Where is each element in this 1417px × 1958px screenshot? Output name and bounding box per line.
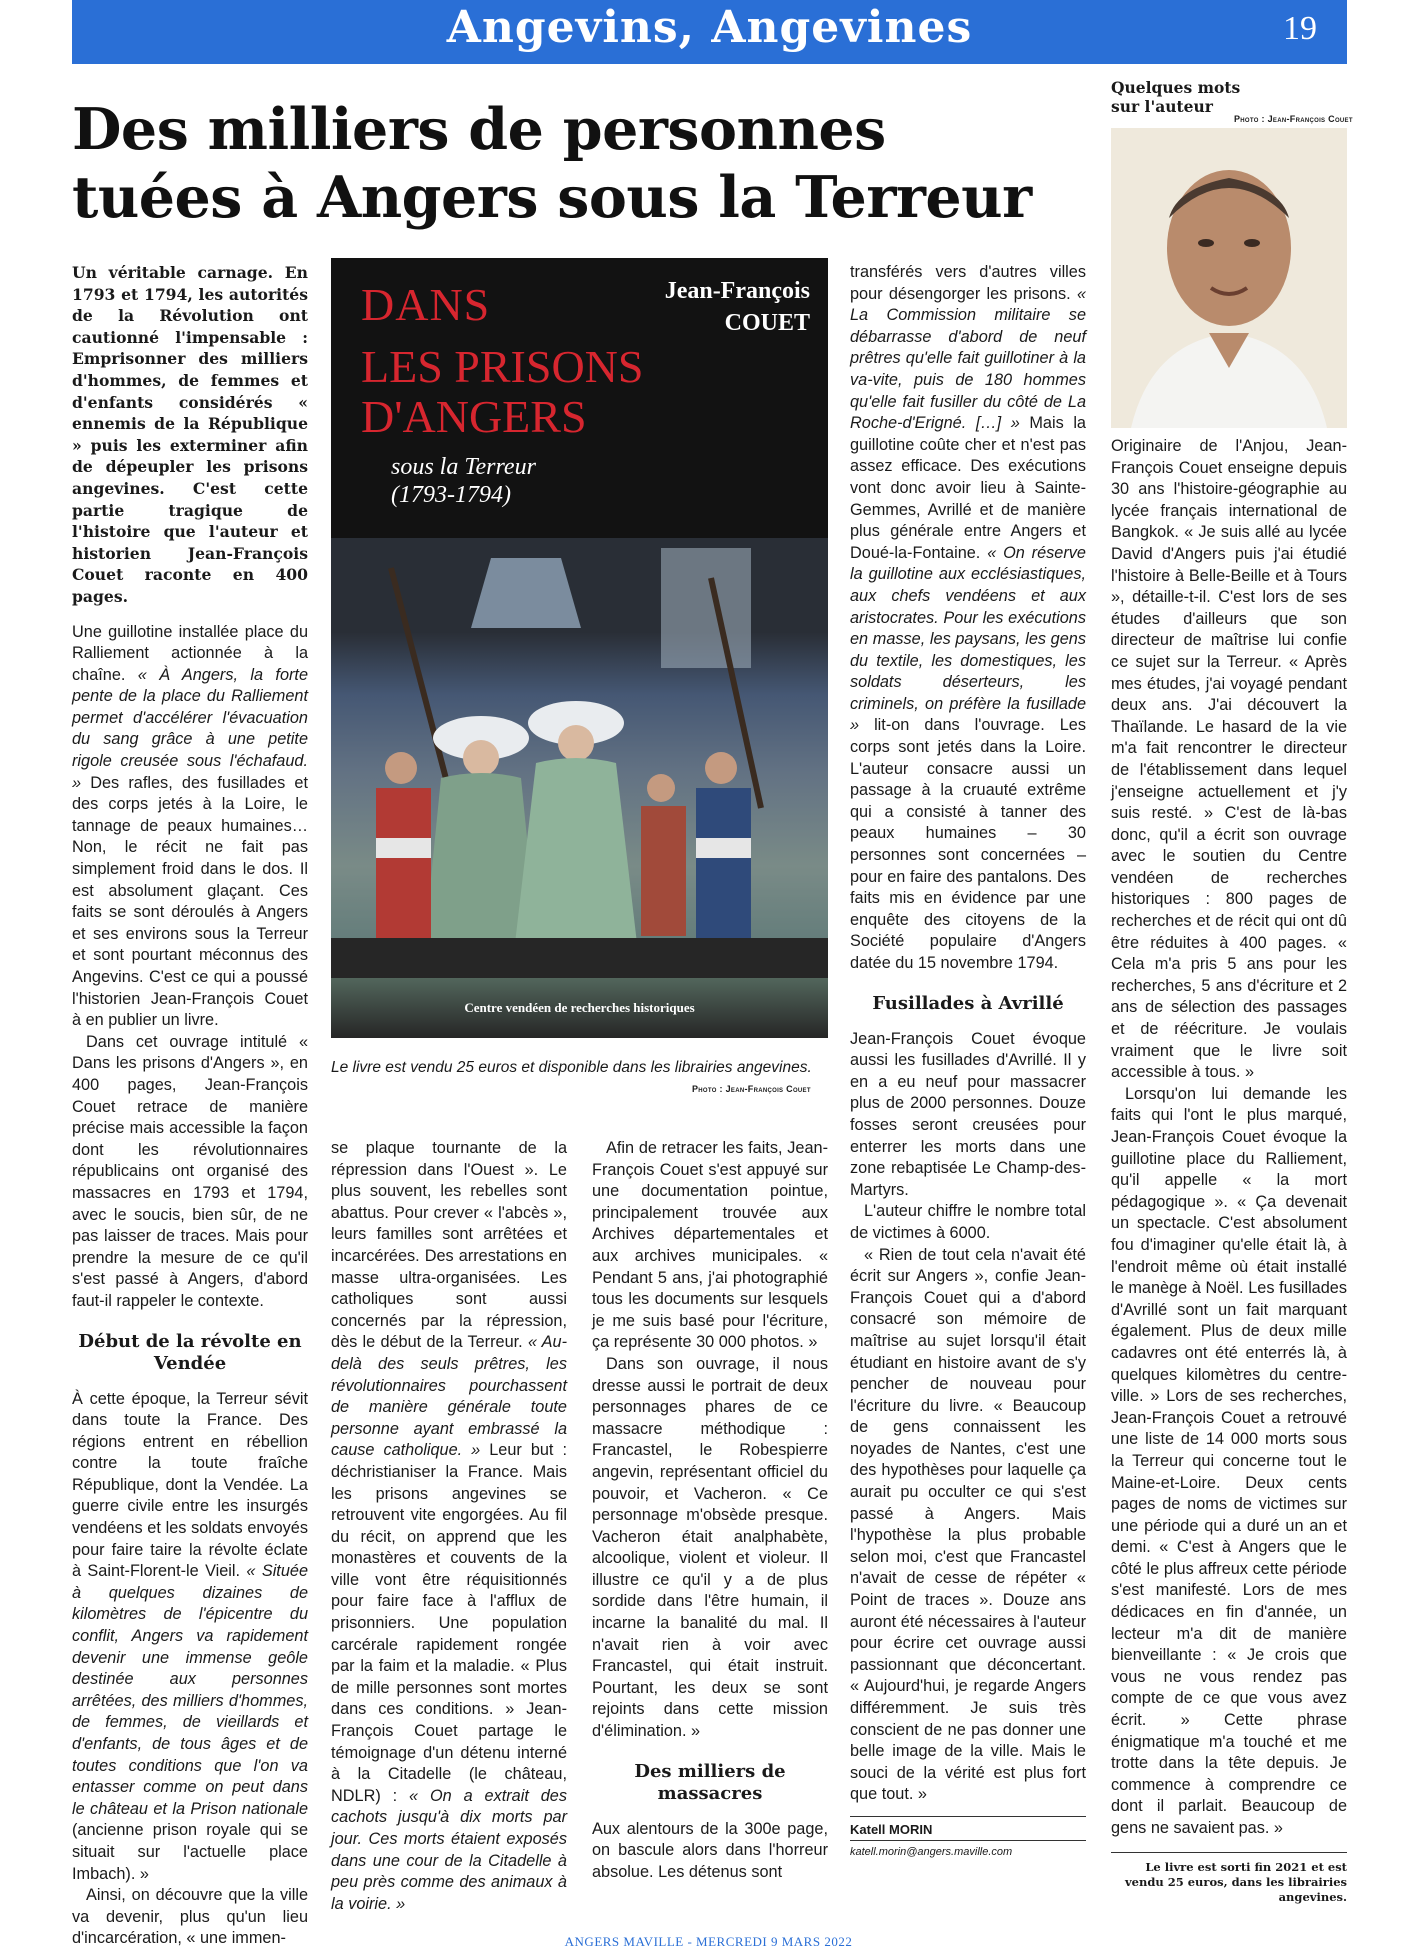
aside-column	[1111, 436, 1347, 1840]
book-author-last: COUET	[724, 310, 810, 336]
book-cover-image	[331, 258, 828, 1038]
subheading: Fusillades à Avrillé	[872, 992, 1064, 1014]
article-column-1	[72, 262, 308, 1950]
article-column-4	[850, 262, 1086, 1806]
paragraph: transférés vers d'autres villes pour désengorger les prisons. « La Commission militaire se débarrasse d'abord de neuf prêtres qu'elle fait guillotiner à la va-vite, puis de 180 hommes qu'elle fait fusiller du côté de La Roche-d'Erigné. […] » Mais la guillotine coûte cher et n'est pas assez efficace. Des exécutions vont donc avoir lieu à Sainte-Gemmes, Avrillé et de manière plus générale entre Angers et Doué-la-Fontaine. « On réserve la guillotine aux ecclésiastiques, aux chefs vendéens et aux aristocrates. Pour les exécutions en masse, les paysans, les gens du textile, les domestiques, les soldats déserteurs, les criminels, on préfère la fusillade » lit-on dans l'ouvrage. Les corps sont jetés dans la Loire. L'auteur consacre aussi un passage à la cruauté extrême qui a consisté à tanner des peaux humaines – 30 personnes sont concernées – pour en faire des pantalons. Des faits mis en évidence par une enquête des citoyens de la Société populaire d'Angers datée du 15 novembre 1794.	[850, 263, 1086, 972]
subheading: Début de la révolte en Vendée	[78, 1330, 302, 1374]
paragraph: Dans son ouvrage, il nous dresse aussi le portrait de deux personnages phares de ce massacre méthodique : Francastel, le Robespierre angevin, représentant officiel du pouvoir, et Vacheron. « Ce personnage m'obsède presque. Vacheron était analphabète, alcoolique, violent et violeur. Il illustre ce qu'il y a de plus sordide dans l'être humain, il incarne la banalité du mal. Il n'avait rien à voir avec Francastel, qui était instruit. Pourtant, les deux se sont rejoints dans cette mission d'élimination. »	[592, 1354, 828, 1741]
paragraph: Afin de retracer les faits, Jean-François Couet s'est appuyé sur une documentation pointue, principalement trouvée aux Archives départementales et aux archives municipales. « Pendant 5 ans, j'ai photographié tous les documents sur lesquels je me suis basé pour l'écriture, ça représente 30 000 photos. »	[592, 1139, 828, 1352]
article-lead: Un véritable carnage. En 1793 et 1794, les autorités de la Révolution ont cautionné l'impensable : Emprisonner des milliers d'hommes, de femmes et d'enfants considérés « ennemis de la République » puis les exterminer afin de dépeupler les prisons angevines. C'est cette partie tragique de l'histoire que l'auteur et historien Jean-François Couet raconte en 400 pages.	[72, 263, 308, 606]
aside-rule	[1111, 1852, 1347, 1853]
book-title-line: DANS	[361, 279, 491, 330]
article-headline: Des milliers de personnes tuées à Angers sous la Terreur	[72, 96, 1032, 231]
book-title-line: D'ANGERS	[361, 391, 587, 442]
page-number: 19	[1283, 10, 1317, 47]
article-column-3	[592, 1138, 828, 1883]
book-author-first: Jean-François	[664, 278, 810, 304]
paragraph: Une guillotine installée place du Ralliement actionnée à la chaîne. « À Angers, la forte pente de la place du Ralliement permet d'accélérer l'évacuation du sang grâce à une petite rigole creusée sous l'échafaud. » Des rafles, des fusillades et des corps jetés à la Loire, le tannage de peaux humaines… Non, le récit ne fait pas simplement froid dans le dos. Il est absolument glaçant. Ces faits se sont déroulés à Angers et ses environs sous la Terreur et sont pourtant méconnus des Angevins. C'est ce qui a poussé l'historien Jean-François Couet à en publier un livre.	[72, 622, 308, 1030]
section-title: Angevins, Angevines	[446, 2, 973, 53]
paragraph: Lorsqu'on lui demande les faits qui l'ont le plus marqué, Jean-François Couet évoque la guillotine place du Ralliement, qu'il appelle « la mort pédagogique ». « Ça devenait un spectacle. C'est absolument fou d'imaginer qu'elle était là, à l'endroit même où était installé le manège à Noël. Les fusillades d'Avrillé sont un fait marquant également. Plus de deux mille cadavres ont été enterrés là, à quelques kilomètres du centre-ville. » Lors de ses recherches, Jean-François Couet a retrouvé une liste de 14 000 morts sous la Terreur qui concerne tout le Maine-et-Loire. Deux cents pages de noms de victimes sur une période qui a duré un an et demi. « C'est à Angers que le côté le plus affreux cette période s'est manifesté. Lors de mes dédicaces en fin d'année, un lecteur m'a dit de manière bienveillante : « Je crois que vous ne vous rendez pas compte de ce que vous avez écrit. » Cette phrase énigmatique m'a touché et me trotte dans la tête depuis. Je commence à comprendre ce dont il parlait. Beaucoup de gens ne savaient pas. »	[1111, 1084, 1347, 1837]
signature-rule	[850, 1816, 1086, 1817]
paragraph: L'auteur chiffre le nombre total de victimes à 6000.	[850, 1202, 1086, 1242]
photo-credit: Photo : Jean-François Couet	[692, 1084, 811, 1094]
paragraph: Jean-François Couet évoque aussi les fusillades d'Avrillé. Il y en a eu neuf pour massacrer plus de 2000 personnes. Douze fosses seront creusées pour enterrer les morts dans une zone rebaptisée Le Champ-des-Martyrs.	[850, 1029, 1086, 1199]
quote: « À Angers, la forte pente de la place du Ralliement permet d'accélérer l'évacuation du sang grâce à une petite rigole creusée sous l'échafaud. »	[72, 665, 308, 792]
stained-glass-illustration	[331, 538, 828, 978]
quote: « Au-delà des seuls prêtres, les révolutionnaires pourchassent de manière générale toute personne ayant embrassé la cause catholique. »	[331, 1333, 567, 1460]
paragraph: Dans cet ouvrage intitulé « Dans les prisons d'Angers », en 400 pages, Jean-François Couet retrace de manière précise mais accessible la façon dont les révolutionnaires républicains ont organisé des massacres en 1793 et 1794, avec le soucis, bien sûr, de ne pas laisser de traces. Mais pour prendre la mesure de ce qu'il s'est passé à Angers, d'abord faut-il rappeler le contexte.	[72, 1032, 308, 1310]
paragraph: Aux alentours de la 300e page, on bascule alors dans l'horreur absolue. Les détenus sont	[592, 1819, 828, 1881]
aside-title: Quelques mots sur l'auteur	[1111, 78, 1241, 116]
author-signature: Katell MORIN	[850, 1822, 933, 1837]
paragraph: se plaque tournante de la répression dans l'Ouest ». Le plus souvent, les rebelles sont abattus. Pour crever « l'abcès », leurs familles sont arrêtées et incarcérées. Des arrestations en masse ultra-organisées. Les catholiques sont aussi concernés par la répression, dès le début de la Terreur. « Au-delà des seuls prêtres, les révolutionnaires pourchassent de manière générale toute personne ayant embrassé la cause catholique. » Leur but : déchristianiser la France. Mais les prisons angevines se retrouvent vite engorgées. Au fil du récit, on apprend que les monastères et couvents de la ville vont être réquisitionnés pour faire face à l'afflux de prisonniers. Une population carcérale rapidement rongée par la faim et la maladie. « Plus de mille personnes sont mortes dans ces conditions. » Jean-François Couet partage le témoignage d'un détenu interné à la Citadelle (le château, NDLR) : « On a extrait des cachots jusqu'à dix morts par jour. Ces morts étaient exposés dans une cour de la Citadelle à peu près comme des animaux à la voirie. »	[331, 1139, 567, 1913]
paragraph: Originaire de l'Anjou, Jean-François Couet enseigne depuis 30 ans l'histoire-géographie au lycée français international de Bangkok. « Je suis allé au lycée David d'Angers puis j'ai étudié l'histoire à Belle-Beille et à Tours », détaille-t-il. C'est lors de ses études d'ailleurs que son directeur de maîtrise lui confie ce sujet sur la Terreur. « Après mes études, j'ai voyagé pendant deux ans. J'ai découvert la Thaïlande. Le hasard de la vie m'a fait rencontrer le directeur de l'établissement dans lequel j'enseigne actuellement et j'y suis resté. » C'est de là-bas donc, qu'il a écrit son ouvrage avec le soutien du Centre vendéen de recherches historiques : 800 pages de recherches et de récit qui ont dû être réduites à 400 pages. « Cela m'a pris 5 ans pour les recherches, 5 ans d'écriture et 2 ans de sélection des passages et de réécriture. Je voulais vraiment que le livre soit accessible à tous. »	[1111, 437, 1347, 1082]
book-publisher: Centre vendéen de recherches historiques	[464, 1000, 695, 1015]
section-banner	[72, 0, 1347, 64]
book-title-line: LES PRISONS	[361, 341, 644, 392]
subheading: Des milliers de massacres	[634, 1760, 786, 1804]
signature-rule	[850, 1840, 1086, 1841]
paragraph: « Rien de tout cela n'avait été écrit sur Angers », confie Jean-François Couet qui a d'abord consacré son mémoire de maîtrise au sujet lorsqu'il était étudiant en histoire avant de s'y pencher de nouveau pour l'écriture du livre. « Beaucoup de gens connaissent les noyades de Nantes, c'est une des hypothèses pour laquelle ça aurait pu occulter ce qui s'est passé à Angers. Mais l'hypothèse la plus probable selon moi, c'est que Francastel n'avait de cesse de répéter « Point de traces ». Douze ans auront été nécessaires à l'auteur pour écrire cet ouvrage aussi passionnant que déconcertant. « Aujourd'hui, je regarde Angers différemment. Je suis très conscient de ne pas donner une belle image de la ville. Mais le souci de la vérité est plus fort que tout. »	[850, 1245, 1086, 1804]
photo-caption: Le livre est vendu 25 euros et disponible dans les librairies angevines.	[331, 1059, 812, 1076]
book-subtitle-dates: (1793-1794)	[391, 482, 511, 508]
quote: « La Commission militaire se débarrasse d'abord de neuf prêtres qu'elle fait guillotiner à la va-vite, puis de 180 hommes qu'elle fait fusiller du côté de La Roche-d'Erigné. […] »	[850, 284, 1086, 433]
author-email: katell.morin@angers.maville.com	[850, 1846, 1013, 1858]
paragraph: À cette époque, la Terreur sévit dans toute la France. Des régions entrent en rébellion contre la toute fraîche République, dont la Vendée. La guerre civile entre les insurgés vendéens et les soldats envoyés pour faire taire la révolte éclate à Saint-Florent-le Vieil. « Située à quelques dizaines de kilomètres de l'épicentre du conflit, Angers va rapidement devenir une immense geôle destinée aux personnes arrêtées, des milliers d'hommes, de femmes, de vieillards et d'enfants, de tous âges et de toutes conditions que l'on va entasser comme on peut dans le château et la Prison nationale (ancienne prison royale qui se situait sur l'actuelle place Imbach). »	[72, 1389, 308, 1883]
quote: « On réserve la guillotine aux ecclésiastiques, aux chefs vendéens et aux aristocrates. Pour les exécutions en masse, les paysans, les gens du textile, les domestiques, les soldats déserteurs, les criminels, on préfère la fusillade »	[850, 543, 1086, 735]
quote: « Située à quelques dizaines de kilomètres de l'épicentre du conflit, Angers va rapidement devenir une immense geôle destinée aux personnes arrêtées, des milliers d'hommes, de femmes, de vieillards et d'enfants, de tous âges et de toutes conditions que l'on va entasser comme on peut dans le château et la Prison nationale	[72, 1562, 308, 1818]
book-sale-note: Le livre est sorti fin 2021 et est vendu 25 euros, dans les librairies angevines.	[1124, 1860, 1347, 1904]
photo-credit: Photo : Jean-François Couet	[1234, 114, 1353, 124]
page-footer: ANGERS MAVILLE - MERCREDI 9 MARS 2022	[564, 1934, 853, 1949]
author-portrait-image	[1111, 128, 1347, 428]
paragraph: Ainsi, on découvre que la ville va devenir, plus qu'un lieu d'incarcération, « une immen-	[72, 1886, 308, 1948]
article-column-2	[331, 1138, 567, 1915]
quote: « On a extrait des cachots jusqu'à dix morts par jour. Ces morts étaient exposés dans une cour de la Citadelle à peu près comme des animaux à la voirie. »	[331, 1786, 567, 1913]
book-subtitle: sous la Terreur	[391, 454, 536, 480]
